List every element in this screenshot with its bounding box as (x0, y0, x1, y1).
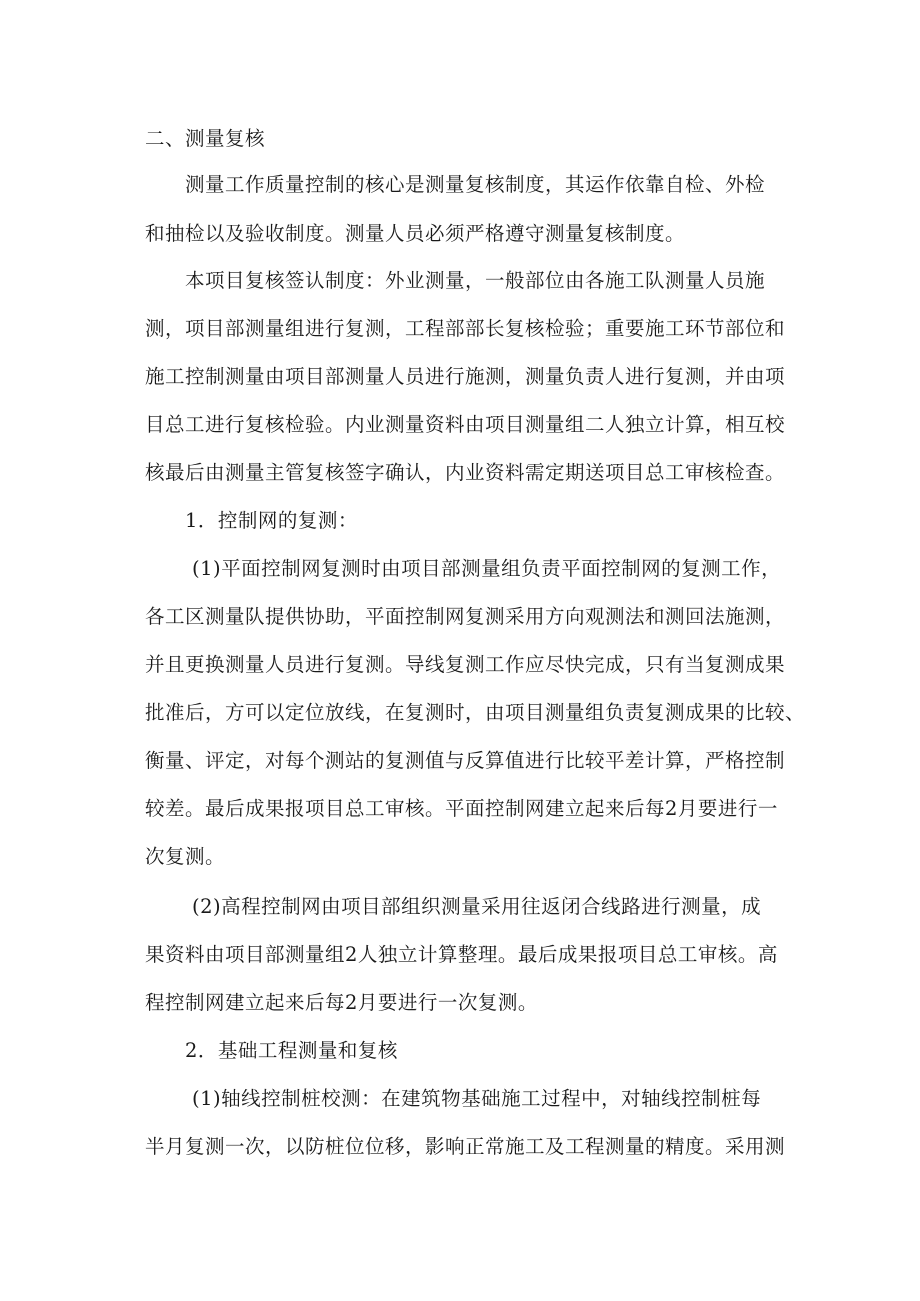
paragraph-line: (1)轴线控制桩校测：在建筑物基础施工过程中，对轴线控制桩每 (192, 1087, 762, 1110)
paragraph-line: (1)平面控制网复测时由项目部测量组负责平面控制网的复测工作， (192, 557, 782, 580)
paragraph-line: 和抽检以及验收制度。测量人员必须严格遵守测量复核制度。 (145, 222, 686, 245)
section-heading: 二、测量复核 (145, 127, 266, 150)
paragraph-line: 施工控制测量由项目部测量人员进行施测，测量负责人进行复测，并由项 (145, 365, 786, 388)
paragraph-line: (2)高程控制网由项目部组织测量采用往返闭合线路进行测量，成 (192, 895, 762, 918)
subsection-heading: 2．基础工程测量和复核 (185, 1039, 398, 1062)
paragraph-line: 半月复测一次，以防桩位位移，影响正常施工及工程测量的精度。采用测 (145, 1135, 786, 1158)
paragraph-line: 衡量、评定，对每个测站的复测值与反算值进行比较平差计算，严格控制 (145, 749, 786, 772)
paragraph-line: 次复测。 (145, 845, 226, 868)
paragraph-line: 核最后由测量主管复核签字确认，内业资料需定期送项目总工审核检查。 (145, 461, 786, 484)
paragraph-line: 较差。最后成果报项目总工审核。平面控制网建立起来后每2月要进行一 (145, 797, 778, 820)
paragraph-line: 目总工进行复核检验。内业测量资料由项目测量组二人独立计算，相互校 (145, 413, 786, 436)
paragraph-line: 并且更换测量人员进行复测。导线复测工作应尽快完成，只有当复测成果 (145, 653, 786, 676)
paragraph-line: 测量工作质量控制的核心是测量复核制度，其运作依靠自检、外检 (185, 173, 766, 196)
paragraph-line: 程控制网建立起来后每2月要进行一次复测。 (145, 991, 538, 1014)
subsection-heading: 1．控制网的复测： (185, 509, 358, 532)
paragraph-line: 测，项目部测量组进行复测，工程部部长复核检验；重要施工环节部位和 (145, 317, 786, 340)
paragraph-line: 果资料由项目部测量组2人独立计算整理。最后成果报项目总工审核。高 (145, 943, 778, 966)
paragraph-line: 各工区测量队提供协助，平面控制网复测采用方向观测法和测回法施测， (145, 605, 786, 628)
paragraph-line: 本项目复核签认制度：外业测量，一般部位由各施工队测量人员施 (185, 269, 766, 292)
paragraph-line: 批准后，方可以定位放线，在复测时，由项目测量组负责复测成果的比较、 (145, 701, 806, 724)
